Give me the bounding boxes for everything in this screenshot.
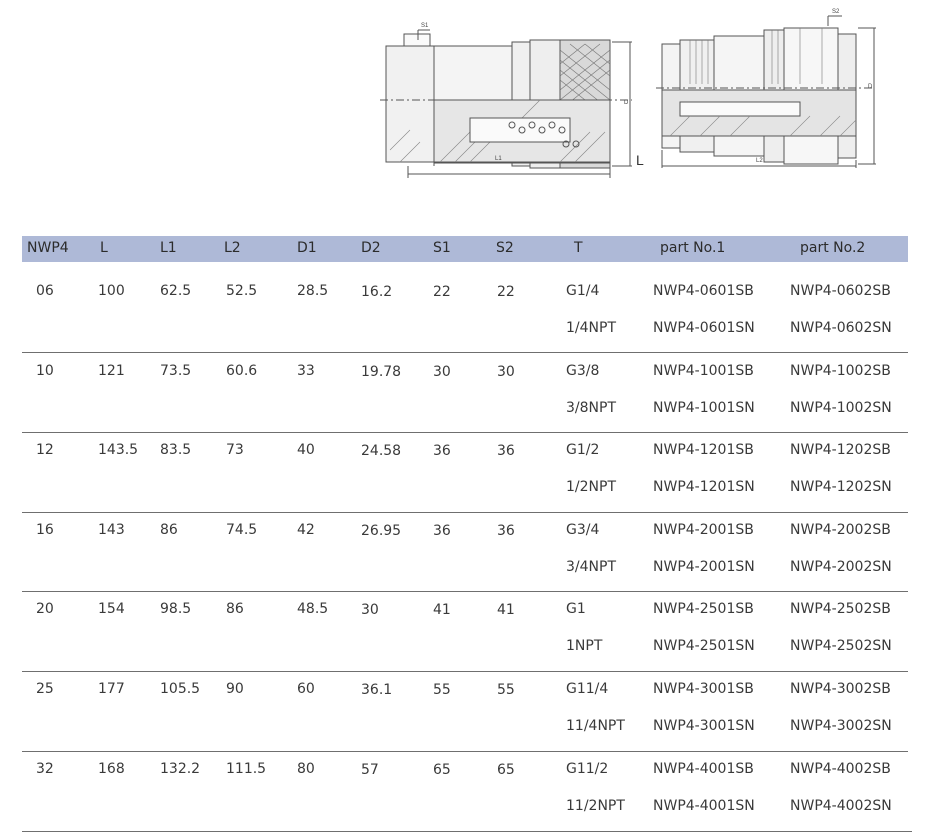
cell-s1: 22 bbox=[433, 284, 451, 300]
coupling-drawing bbox=[0, 0, 932, 200]
cell-l2: 73 bbox=[226, 442, 244, 459]
cell-thread: 1/2NPT bbox=[566, 479, 616, 496]
cell-thread: 3/8NPT bbox=[566, 399, 616, 416]
cell-part-no-1: NWP4-1201SB bbox=[653, 442, 754, 459]
header-t: T bbox=[574, 240, 583, 256]
cell-thread: 11/4NPT bbox=[566, 718, 625, 734]
cell-part-no-2: NWP4-0602SB bbox=[790, 283, 891, 299]
cell-d2: 26.95 bbox=[361, 522, 402, 539]
cell-d2: 30 bbox=[361, 602, 379, 619]
cell-s2: 36 bbox=[497, 522, 515, 539]
header-d1: D1 bbox=[297, 240, 317, 256]
cell-d2: 57 bbox=[361, 761, 379, 778]
cell-size: 12 bbox=[36, 442, 54, 459]
row-divider bbox=[22, 751, 908, 752]
cell-d1: 80 bbox=[297, 760, 315, 777]
cell-s1: 41 bbox=[433, 602, 451, 619]
row-divider bbox=[22, 591, 908, 592]
cell-thread: G1/4 bbox=[566, 283, 600, 299]
cell-size: 16 bbox=[36, 521, 54, 538]
row-divider bbox=[22, 671, 908, 672]
table-header-bar bbox=[22, 236, 908, 262]
header-nwp4: NWP4 bbox=[27, 240, 69, 256]
cell-part-no-2: NWP4-4002SN bbox=[790, 797, 892, 814]
cell-part-no-1: NWP4-2001SB bbox=[653, 521, 754, 538]
cell-s1: 65 bbox=[433, 761, 451, 778]
label-d-right: D bbox=[868, 84, 873, 90]
cell-part-no-1: NWP4-1201SN bbox=[653, 479, 755, 496]
cell-d1: 40 bbox=[297, 442, 315, 459]
cell-d2: 16.2 bbox=[361, 284, 393, 300]
cell-part-no-1: NWP4-0601SN bbox=[653, 320, 755, 336]
cell-part-no-2: NWP4-1002SB bbox=[790, 362, 891, 379]
cell-part-no-2: NWP4-2002SN bbox=[790, 558, 892, 575]
cell-part-no-2: NWP4-1202SB bbox=[790, 442, 891, 459]
cell-size: 32 bbox=[36, 760, 54, 777]
label-s1: S1 bbox=[421, 23, 429, 29]
cell-d1: 33 bbox=[297, 362, 315, 379]
cell-l2: 90 bbox=[226, 681, 244, 697]
header-l: L bbox=[100, 240, 108, 256]
cell-part-no-1: NWP4-2001SN bbox=[653, 558, 755, 575]
row-divider bbox=[22, 831, 912, 832]
cell-l: 177 bbox=[98, 681, 125, 697]
cell-part-no-1: NWP4-4001SB bbox=[653, 760, 754, 777]
label-d-left: D bbox=[624, 100, 629, 106]
cell-l1: 132.2 bbox=[160, 760, 201, 777]
header-l1: L1 bbox=[160, 240, 177, 256]
cell-s1: 30 bbox=[433, 363, 451, 380]
cell-s2: 22 bbox=[497, 284, 515, 300]
cell-d1: 60 bbox=[297, 681, 315, 697]
cell-part-no-1: NWP4-4001SN bbox=[653, 797, 755, 814]
cell-s2: 41 bbox=[497, 602, 515, 619]
cell-s1: 36 bbox=[433, 522, 451, 539]
cell-thread: 1/4NPT bbox=[566, 320, 616, 336]
cell-s1: 55 bbox=[433, 682, 451, 698]
cell-part-no-2: NWP4-1202SN bbox=[790, 479, 892, 496]
cell-l: 143.5 bbox=[98, 442, 139, 459]
header-part-no-2: part No.2 bbox=[800, 240, 866, 256]
cell-thread: G1/2 bbox=[566, 442, 600, 459]
cell-d1: 42 bbox=[297, 521, 315, 538]
header-s2: S2 bbox=[496, 240, 514, 256]
cell-l1: 62.5 bbox=[160, 283, 192, 299]
cell-l2: 52.5 bbox=[226, 283, 258, 299]
cell-part-no-2: NWP4-4002SB bbox=[790, 760, 891, 777]
cell-size: 25 bbox=[36, 681, 54, 697]
cell-l: 168 bbox=[98, 760, 125, 777]
label-l2: L2 bbox=[756, 158, 763, 164]
cell-part-no-2: NWP4-2002SB bbox=[790, 521, 891, 538]
cell-size: 10 bbox=[36, 362, 54, 379]
header-l2: L2 bbox=[224, 240, 241, 256]
cell-l: 121 bbox=[98, 362, 125, 379]
cell-thread: G1 bbox=[566, 601, 586, 618]
cell-part-no-1: NWP4-3001SB bbox=[653, 681, 754, 697]
cell-part-no-2: NWP4-2502SB bbox=[790, 601, 891, 618]
cell-size: 20 bbox=[36, 601, 54, 618]
cell-s2: 65 bbox=[497, 761, 515, 778]
cell-l1: 105.5 bbox=[160, 681, 201, 697]
cell-l: 143 bbox=[98, 521, 125, 538]
cell-part-no-1: NWP4-3001SN bbox=[653, 718, 755, 734]
cell-l1: 83.5 bbox=[160, 442, 192, 459]
cell-l: 100 bbox=[98, 283, 125, 299]
cell-thread: G11/2 bbox=[566, 760, 609, 777]
cell-l2: 86 bbox=[226, 601, 244, 618]
cell-part-no-1: NWP4-2501SB bbox=[653, 601, 754, 618]
cell-l1: 86 bbox=[160, 521, 178, 538]
cell-l2: 111.5 bbox=[226, 760, 267, 777]
cell-s2: 55 bbox=[497, 682, 515, 698]
cell-d1: 28.5 bbox=[297, 283, 329, 299]
cell-s2: 36 bbox=[497, 443, 515, 460]
cell-part-no-1: NWP4-1001SN bbox=[653, 399, 755, 416]
label-l: L bbox=[636, 152, 644, 168]
cell-thread: G11/4 bbox=[566, 681, 609, 697]
cell-thread: G3/4 bbox=[566, 521, 600, 538]
label-l1: L1 bbox=[495, 156, 502, 162]
cell-l2: 60.6 bbox=[226, 362, 258, 379]
row-divider bbox=[22, 352, 908, 353]
cell-l1: 73.5 bbox=[160, 362, 192, 379]
cell-thread: 3/4NPT bbox=[566, 558, 616, 575]
cell-part-no-1: NWP4-1001SB bbox=[653, 362, 754, 379]
cell-s1: 36 bbox=[433, 443, 451, 460]
label-s2: S2 bbox=[832, 9, 840, 15]
cell-d2: 36.1 bbox=[361, 682, 393, 698]
cell-thread: 11/2NPT bbox=[566, 797, 625, 814]
cell-thread: G3/8 bbox=[566, 362, 600, 379]
cell-d2: 19.78 bbox=[361, 363, 402, 380]
cell-d1: 48.5 bbox=[297, 601, 329, 618]
cell-part-no-2: NWP4-2502SN bbox=[790, 638, 892, 655]
cell-s2: 30 bbox=[497, 363, 515, 380]
cell-l1: 98.5 bbox=[160, 601, 192, 618]
cell-l2: 74.5 bbox=[226, 521, 258, 538]
cell-size: 06 bbox=[36, 283, 54, 299]
row-divider bbox=[22, 512, 908, 513]
cell-thread: 1NPT bbox=[566, 638, 603, 655]
row-divider bbox=[22, 432, 908, 433]
cell-part-no-2: NWP4-0602SN bbox=[790, 320, 892, 336]
header-part-no-1: part No.1 bbox=[660, 240, 726, 256]
cell-part-no-2: NWP4-3002SB bbox=[790, 681, 891, 697]
cell-l: 154 bbox=[98, 601, 125, 618]
cell-part-no-2: NWP4-3002SN bbox=[790, 718, 892, 734]
cell-part-no-2: NWP4-1002SN bbox=[790, 399, 892, 416]
header-d2: D2 bbox=[361, 240, 381, 256]
header-s1: S1 bbox=[433, 240, 451, 256]
cell-part-no-1: NWP4-2501SN bbox=[653, 638, 755, 655]
cell-part-no-1: NWP4-0601SB bbox=[653, 283, 754, 299]
cell-d2: 24.58 bbox=[361, 443, 402, 460]
